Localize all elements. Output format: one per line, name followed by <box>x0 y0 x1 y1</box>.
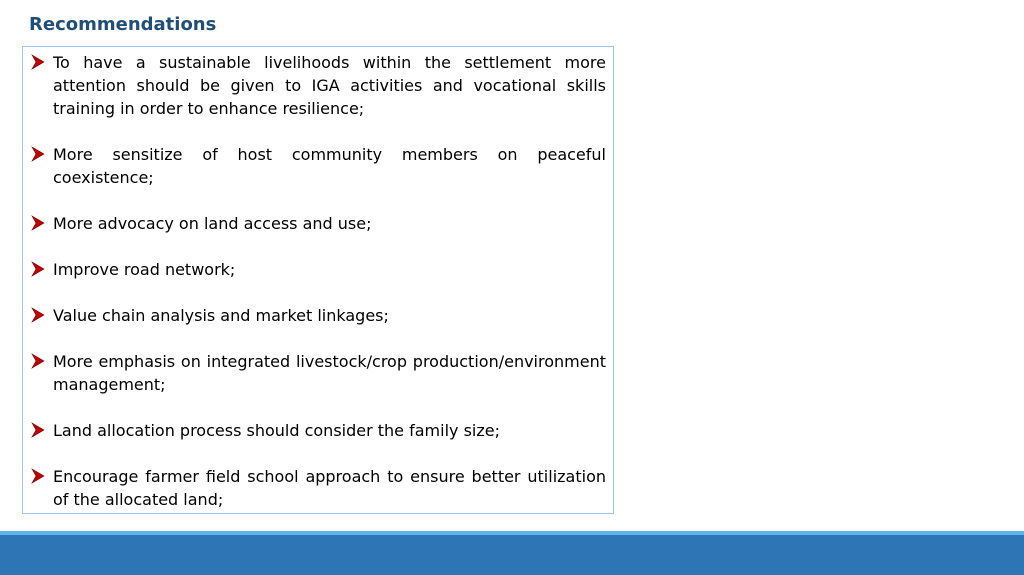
arrow-bullet-icon <box>29 467 47 485</box>
slide-title: Recommendations <box>29 14 217 35</box>
list-item <box>23 258 613 281</box>
recommendation-text: More emphasis on integrated livestock/crop production/environment management; <box>53 352 606 394</box>
list-item <box>23 212 613 235</box>
recommendation-text: More sensitize of host community members on peaceful coexistence; <box>53 145 606 187</box>
arrow-bullet-icon <box>29 53 47 71</box>
recommendation-text: Value chain analysis and market linkages; <box>53 306 389 325</box>
arrow-bullet-icon <box>29 145 47 163</box>
arrow-bullet-icon <box>29 352 47 370</box>
arrow-bullet-icon <box>29 214 47 232</box>
arrow-bullet-icon <box>29 260 47 278</box>
list-item <box>23 51 613 120</box>
list-item <box>23 143 613 189</box>
arrow-bullet-icon <box>29 306 47 324</box>
list-item <box>23 304 613 327</box>
recommendation-text: To have a sustainable livelihoods within the settlement more attention should be given to IGA activities and vocational skills training in order to enhance resilience; <box>53 53 606 118</box>
recommendation-text: Encourage farmer field school approach to ensure better utilization of the allocated land; <box>53 467 606 509</box>
list-item <box>23 350 613 396</box>
arrow-bullet-icon <box>29 421 47 439</box>
recommendations-list <box>23 51 613 511</box>
recommendation-text: More advocacy on land access and use; <box>53 214 372 233</box>
recommendation-text: Improve road network; <box>53 260 236 279</box>
list-item <box>23 419 613 442</box>
list-item <box>23 465 613 511</box>
footer-bar <box>0 535 1024 575</box>
recommendation-text: Land allocation process should consider the family size; <box>53 421 500 440</box>
recommendations-box <box>22 46 614 514</box>
